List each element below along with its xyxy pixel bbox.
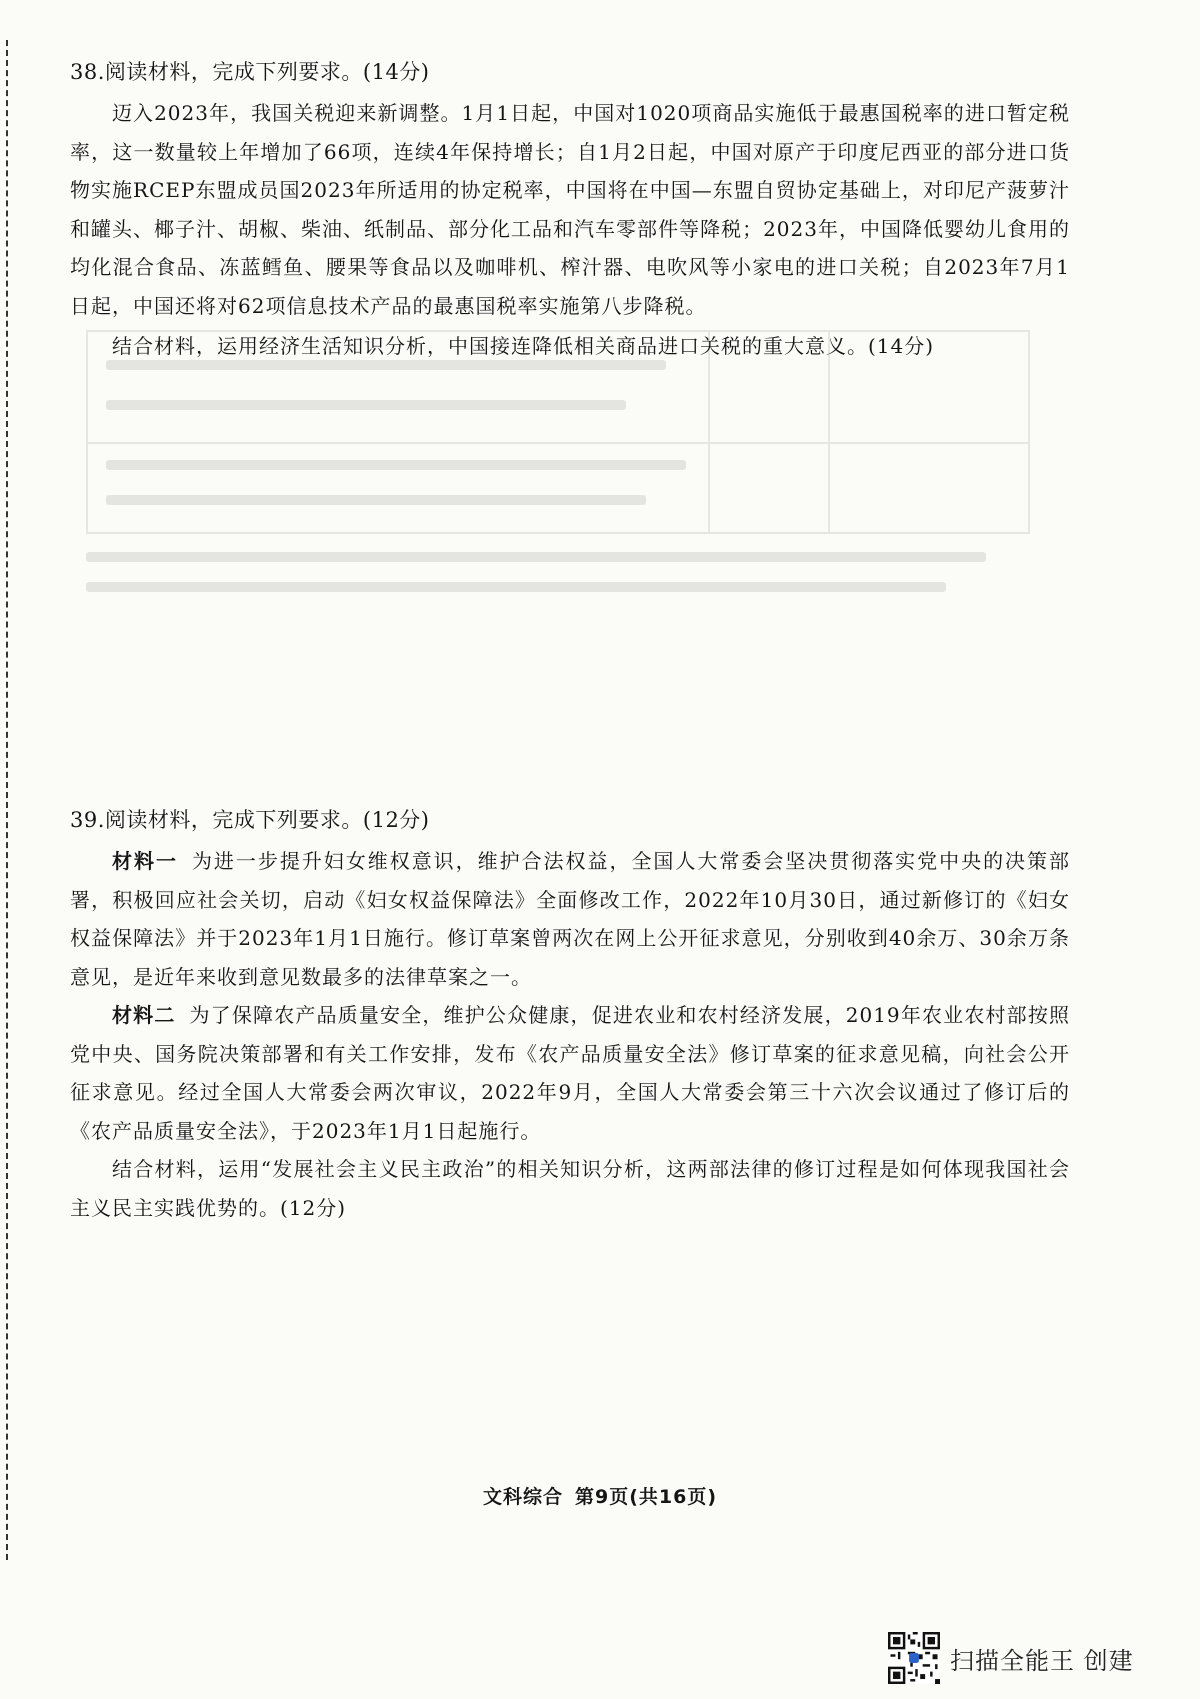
footer-page-number: 第9页(共16页) bbox=[574, 1486, 718, 1508]
footer-subject: 文科综合 bbox=[482, 1486, 563, 1508]
material-2-label: 材料二 bbox=[112, 1003, 176, 1027]
scanner-watermark bbox=[888, 1630, 1134, 1686]
scanner-label: 扫描全能王 创建 bbox=[950, 1646, 1134, 1675]
material-1-text: 为进一步提升妇女维权意识，维护合法权益，全国人大常委会坚决贯彻落实党中央的决策部署，积极回应社会关切，启动《妇女权益保障法》全面修改工作，2022年10月30日，通过新修订的《妇女权益保障法》并于2023年1月1日施行。修订草案曾两次在网上公开征求意见，分别收到40余万、30余万条意见，是近年来收到意见数最多的法律草案之一。 bbox=[70, 849, 1071, 989]
material-1-label: 材料一 bbox=[112, 849, 178, 873]
page-footer bbox=[0, 1482, 1200, 1509]
material-2-text: 为了保障农产品质量安全，维护公众健康，促进农业和农村经济发展，2019年农业农村部按照党中央、国务院决策部署和有关工作安排，发布《农产品质量安全法》修订草案的征求意见稿，向社会公开征求意见。经过全国人大常委会两次审议，2022年9月，全国人大常委会第三十六次会议通过了修订后的《农产品质量安全法》，于2023年1月1日起施行。 bbox=[70, 1003, 1071, 1143]
question-38-material: 迈入2023年，我国关税迎来新调整。1月1日起，中国对1020项商品实施低于最惠国税率的进口暂定税率，这一数量较上年增加了66项，连续4年保持增长；自1月2日起，中国对原产于印度尼西亚的部分进口货物实施RCEP东盟成员国2023年所适用的协定税率，中国将在中国—东盟自贸协定基础上，对印尼产菠萝汁和罐头、椰子汁、胡椒、柴油、纸制品、部分化工品和汽车零部件等降税；2023年，中国降低婴幼儿食用的均化混合食品、冻蓝鳕鱼、腰果等食品以及咖啡机、榨汁器、电吹风等小家电的进口关税；自2023年7月1日起，中国还将对62项信息技术产品的最惠国税率实施第八步降税。 bbox=[70, 101, 1070, 318]
question-38-prompt: 结合材料，运用经济生活知识分析，中国接连降低相关商品进口关税的重大意义。(14分) bbox=[112, 334, 935, 358]
question-39 bbox=[70, 804, 1070, 1227]
question-39-material-1 bbox=[70, 842, 1070, 996]
question-39-title: 39.阅读材料，完成下列要求。(12分) bbox=[70, 808, 430, 832]
question-38-title: 38.阅读材料，完成下列要求。(14分) bbox=[70, 60, 430, 84]
question-38 bbox=[70, 56, 1070, 366]
question-39-material-2 bbox=[70, 996, 1070, 1150]
question-39-prompt: 结合材料，运用“发展社会主义民主政治”的相关知识分析，这两部法律的修订过程是如何体现我国社会主义民主实践优势的。(12分) bbox=[70, 1157, 1070, 1220]
qr-code-icon bbox=[888, 1632, 940, 1684]
binding-dashed-line bbox=[6, 40, 8, 1560]
